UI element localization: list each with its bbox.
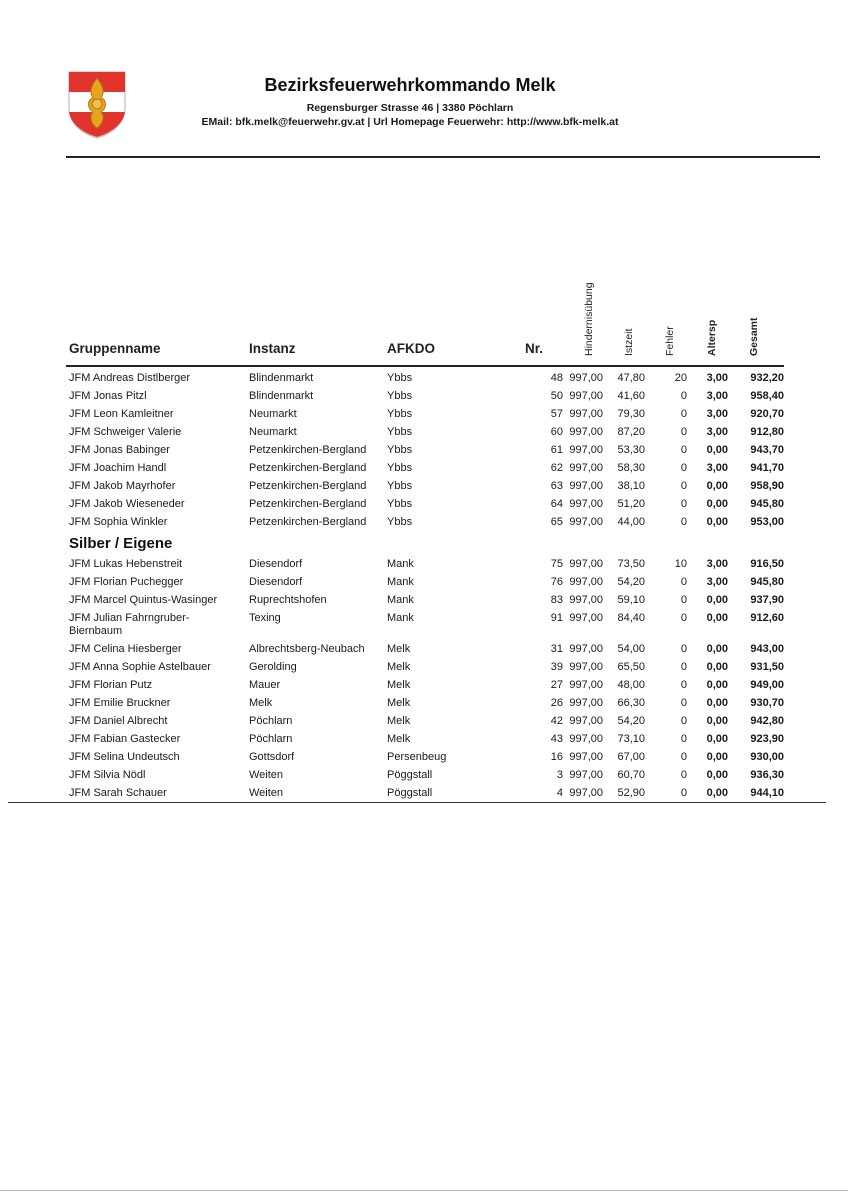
table-row — [0, 388, 848, 406]
cell-instanz: Gerolding — [249, 661, 297, 673]
organization-address: Regensburger Strasse 46 | 3380 Pöchlarn — [306, 102, 514, 114]
cell-afkdo: Mank — [387, 594, 414, 606]
cell-altersp: 0,00 — [706, 661, 728, 673]
cell-instanz: Blindenmarkt — [249, 390, 314, 402]
cell-instanz: Petzenkirchen-Bergland — [249, 462, 367, 474]
cell-instanz: Pöchlarn — [249, 715, 293, 727]
cell-fehler: 0 — [680, 733, 687, 745]
table-row — [0, 514, 848, 532]
organization-contact: EMail: bfk.melk@feuerwehr.gv.at | Url Homepage Feuerwehr: http://www.bfk-melk.at — [201, 116, 619, 128]
cell-altersp: 3,00 — [706, 558, 728, 570]
cell-instanz: Diesendorf — [249, 576, 303, 588]
cell-fehler: 0 — [680, 769, 687, 781]
cell-istzeit: 59,10 — [617, 594, 645, 606]
cell-fehler: 0 — [680, 498, 687, 510]
cell-nr: 4 — [556, 787, 563, 799]
cell-fehler: 0 — [680, 390, 687, 402]
cell-fehler: 0 — [680, 643, 687, 655]
cell-hindernis: 997,00 — [569, 594, 603, 606]
cell-gesamt: 932,20 — [750, 372, 784, 384]
cell-instanz: Petzenkirchen-Bergland — [249, 480, 367, 492]
cell-nr: 60 — [550, 426, 563, 438]
cell-name: JFM Jakob Mayrhofer — [69, 480, 176, 492]
cell-altersp: 0,00 — [706, 787, 728, 799]
cell-instanz: Diesendorf — [249, 558, 303, 570]
cell-nr: 39 — [550, 661, 563, 673]
cell-instanz: Ruprechtshofen — [249, 594, 327, 606]
column-header-altersp: Altersp — [706, 319, 718, 356]
cell-name: JFM Jonas Babinger — [69, 444, 170, 456]
cell-istzeit: 65,50 — [617, 661, 645, 673]
cell-nr: 3 — [556, 769, 563, 781]
cell-altersp: 0,00 — [706, 480, 728, 492]
cell-instanz: Melk — [249, 697, 273, 709]
table-row — [0, 424, 848, 442]
cell-gesamt: 949,00 — [750, 679, 784, 691]
cell-afkdo: Melk — [387, 733, 411, 745]
cell-afkdo: Melk — [387, 715, 411, 727]
cell-fehler: 0 — [680, 444, 687, 456]
table-row — [0, 370, 848, 388]
cell-afkdo: Melk — [387, 697, 411, 709]
table-bottom-divider — [8, 802, 826, 803]
cell-gesamt: 912,80 — [750, 426, 784, 438]
cell-instanz: Weiten — [249, 769, 284, 781]
cell-altersp: 0,00 — [706, 733, 728, 745]
cell-altersp: 0,00 — [706, 612, 728, 624]
cell-gesamt: 958,90 — [750, 480, 784, 492]
cell-altersp: 0,00 — [706, 594, 728, 606]
cell-nr: 63 — [550, 480, 563, 492]
cell-gesamt: 920,70 — [750, 408, 784, 420]
cell-hindernis: 997,00 — [569, 697, 603, 709]
table-row — [0, 677, 848, 695]
cell-altersp: 0,00 — [706, 444, 728, 456]
cell-fehler: 0 — [680, 594, 687, 606]
cell-istzeit: 67,00 — [617, 751, 645, 763]
cell-istzeit: 73,10 — [617, 733, 645, 745]
cell-gesamt: 930,70 — [750, 697, 784, 709]
cell-hindernis: 997,00 — [569, 769, 603, 781]
table-row — [0, 785, 848, 803]
cell-fehler: 0 — [680, 426, 687, 438]
cell-istzeit: 84,40 — [617, 612, 645, 624]
table-row — [0, 478, 848, 496]
cell-istzeit: 66,30 — [617, 697, 645, 709]
cell-nr: 62 — [550, 462, 563, 474]
cell-istzeit: 48,00 — [617, 679, 645, 691]
cell-hindernis: 997,00 — [569, 480, 603, 492]
cell-hindernis: 997,00 — [569, 787, 603, 799]
table-row — [0, 574, 848, 592]
cell-nr: 16 — [550, 751, 563, 763]
cell-nr: 31 — [550, 643, 563, 655]
cell-fehler: 0 — [680, 612, 687, 624]
table-row — [0, 406, 848, 424]
cell-name: JFM Fabian Gastecker — [69, 733, 181, 745]
cell-name: JFM Andreas Distlberger — [69, 372, 191, 384]
section-title: Silber / Eigene — [69, 535, 173, 552]
cell-instanz: Pöchlarn — [249, 733, 293, 745]
cell-altersp: 0,00 — [706, 751, 728, 763]
cell-nr: 61 — [550, 444, 563, 456]
table-row — [0, 442, 848, 460]
cell-altersp: 0,00 — [706, 643, 728, 655]
cell-afkdo: Pöggstall — [387, 787, 433, 799]
column-header-instanz: Instanz — [249, 341, 296, 356]
table-row — [0, 641, 848, 659]
cell-istzeit: 51,20 — [617, 498, 645, 510]
cell-instanz: Mauer — [249, 679, 281, 691]
column-header-afkdo: AFKDO — [387, 341, 435, 356]
cell-fehler: 10 — [674, 558, 687, 570]
cell-afkdo: Pöggstall — [387, 769, 433, 781]
cell-nr: 76 — [550, 576, 563, 588]
cell-instanz: Petzenkirchen-Bergland — [249, 498, 367, 510]
cell-hindernis: 997,00 — [569, 733, 603, 745]
cell-afkdo: Persenbeug — [387, 751, 447, 763]
page-footer-line — [0, 1190, 848, 1191]
cell-altersp: 3,00 — [706, 576, 728, 588]
cell-hindernis: 997,00 — [569, 643, 603, 655]
cell-hindernis: 997,00 — [569, 462, 603, 474]
cell-fehler: 20 — [674, 372, 687, 384]
cell-name: JFM Anna Sophie Astelbauer — [69, 661, 211, 673]
cell-name: JFM Jonas Pitzl — [69, 390, 147, 402]
cell-instanz: Blindenmarkt — [249, 372, 314, 384]
table-row — [0, 556, 848, 574]
cell-afkdo: Ybbs — [387, 408, 413, 420]
header-divider — [66, 156, 820, 158]
cell-nr: 27 — [550, 679, 563, 691]
column-header-nr: Nr. — [525, 341, 544, 356]
cell-gesamt: 916,50 — [750, 558, 784, 570]
cell-istzeit: 79,30 — [617, 408, 645, 420]
cell-fehler: 0 — [680, 576, 687, 588]
cell-name: JFM Sarah Schauer — [69, 787, 167, 799]
cell-afkdo: Ybbs — [387, 498, 413, 510]
cell-fehler: 0 — [680, 715, 687, 727]
cell-afkdo: Mank — [387, 558, 414, 570]
cell-instanz: Albrechtsberg-Neubach — [249, 643, 365, 655]
cell-gesamt: 941,70 — [750, 462, 784, 474]
cell-gesamt: 945,80 — [750, 498, 784, 510]
cell-altersp: 0,00 — [706, 498, 728, 510]
cell-istzeit: 54,20 — [617, 715, 645, 727]
cell-nr: 57 — [550, 408, 563, 420]
cell-nr: 91 — [550, 612, 563, 624]
cell-name: JFM Joachim Handl — [69, 462, 167, 474]
cell-altersp: 0,00 — [706, 697, 728, 709]
cell-hindernis: 997,00 — [569, 426, 603, 438]
cell-istzeit: 54,20 — [617, 576, 645, 588]
column-header-istzeit: Istzeit — [623, 328, 635, 356]
table-row — [0, 659, 848, 677]
cell-instanz: Texing — [249, 612, 281, 624]
cell-altersp: 3,00 — [706, 390, 728, 402]
cell-gesamt: 953,00 — [750, 516, 784, 528]
cell-nr: 65 — [550, 516, 563, 528]
cell-hindernis: 997,00 — [569, 408, 603, 420]
cell-istzeit: 53,30 — [617, 444, 645, 456]
cell-name: JFM Florian Puchegger — [69, 576, 184, 588]
cell-afkdo: Mank — [387, 612, 414, 624]
cell-name: JFM Marcel Quintus-Wasinger — [69, 594, 218, 606]
cell-gesamt: 958,40 — [750, 390, 784, 402]
cell-hindernis: 997,00 — [569, 576, 603, 588]
cell-name: JFM Emilie Bruckner — [69, 697, 171, 709]
cell-nr: 43 — [550, 733, 563, 745]
cell-gesamt: 944,10 — [750, 787, 784, 799]
table-row — [0, 767, 848, 785]
cell-name: JFM Lukas Hebenstreit — [69, 558, 183, 570]
column-header-gesamt: Gesamt — [748, 317, 760, 356]
cell-altersp: 3,00 — [706, 372, 728, 384]
table-row — [0, 496, 848, 514]
cell-name: JFM Silvia Nödl — [69, 769, 146, 781]
cell-gesamt: 931,50 — [750, 661, 784, 673]
cell-afkdo: Melk — [387, 679, 411, 691]
cell-name: JFM Selina Undeutsch — [69, 751, 180, 763]
cell-hindernis: 997,00 — [569, 558, 603, 570]
cell-gesamt: 942,80 — [750, 715, 784, 727]
cell-hindernis: 997,00 — [569, 444, 603, 456]
cell-afkdo: Ybbs — [387, 462, 413, 474]
cell-afkdo: Ybbs — [387, 480, 413, 492]
cell-fehler: 0 — [680, 408, 687, 420]
cell-gesamt: 937,90 — [750, 594, 784, 606]
table-row — [0, 731, 848, 749]
cell-afkdo: Melk — [387, 643, 411, 655]
cell-altersp: 0,00 — [706, 715, 728, 727]
cell-name: JFM Julian Fahrngruber-Biernbaum — [69, 612, 190, 637]
cell-hindernis: 997,00 — [569, 612, 603, 624]
cell-name: JFM Schweiger Valerie — [69, 426, 182, 438]
cell-fehler: 0 — [680, 679, 687, 691]
table-row — [0, 460, 848, 478]
cell-nr: 50 — [550, 390, 563, 402]
cell-name: JFM Florian Putz — [69, 679, 153, 691]
cell-afkdo: Ybbs — [387, 390, 413, 402]
cell-hindernis: 997,00 — [569, 516, 603, 528]
cell-nr: 64 — [550, 498, 563, 510]
cell-nr: 48 — [550, 372, 563, 384]
cell-instanz: Neumarkt — [249, 408, 297, 420]
cell-name: JFM Daniel Albrecht — [69, 715, 168, 727]
cell-istzeit: 58,30 — [617, 462, 645, 474]
cell-nr: 75 — [550, 558, 563, 570]
column-header-hindernis: Hindernisübung — [583, 282, 595, 356]
cell-afkdo: Ybbs — [387, 516, 413, 528]
cell-hindernis: 997,00 — [569, 679, 603, 691]
cell-name: JFM Jakob Wieseneder — [69, 498, 185, 510]
cell-istzeit: 54,00 — [617, 643, 645, 655]
cell-fehler: 0 — [680, 751, 687, 763]
cell-instanz: Neumarkt — [249, 426, 297, 438]
cell-altersp: 3,00 — [706, 462, 728, 474]
cell-fehler: 0 — [680, 787, 687, 799]
cell-gesamt: 912,60 — [750, 612, 784, 624]
cell-altersp: 0,00 — [706, 516, 728, 528]
fire-brigade-emblem-icon — [67, 70, 127, 140]
cell-instanz: Gottsdorf — [249, 751, 295, 763]
cell-gesamt: 945,80 — [750, 576, 784, 588]
cell-name: JFM Leon Kamleitner — [69, 408, 174, 420]
cell-istzeit: 44,00 — [617, 516, 645, 528]
cell-fehler: 0 — [680, 480, 687, 492]
cell-afkdo: Melk — [387, 661, 411, 673]
cell-fehler: 0 — [680, 462, 687, 474]
cell-gesamt: 943,70 — [750, 444, 784, 456]
cell-hindernis: 997,00 — [569, 751, 603, 763]
cell-istzeit: 87,20 — [617, 426, 645, 438]
cell-hindernis: 997,00 — [569, 498, 603, 510]
cell-instanz: Petzenkirchen-Bergland — [249, 516, 367, 528]
cell-fehler: 0 — [680, 661, 687, 673]
cell-gesamt: 923,90 — [750, 733, 784, 745]
cell-altersp: 0,00 — [706, 679, 728, 691]
table-row — [0, 749, 848, 767]
cell-instanz: Weiten — [249, 787, 284, 799]
cell-afkdo: Ybbs — [387, 426, 413, 438]
cell-istzeit: 52,90 — [617, 787, 645, 799]
cell-istzeit: 60,70 — [617, 769, 645, 781]
cell-instanz: Petzenkirchen-Bergland — [249, 444, 367, 456]
cell-istzeit: 41,60 — [617, 390, 645, 402]
cell-hindernis: 997,00 — [569, 661, 603, 673]
cell-fehler: 0 — [680, 697, 687, 709]
cell-nr: 42 — [550, 715, 563, 727]
cell-fehler: 0 — [680, 516, 687, 528]
table-row — [0, 713, 848, 731]
cell-altersp: 3,00 — [706, 426, 728, 438]
table-row — [0, 695, 848, 713]
cell-nr: 83 — [550, 594, 563, 606]
cell-name: JFM Celina Hiesberger — [69, 643, 182, 655]
cell-istzeit: 38,10 — [617, 480, 645, 492]
cell-afkdo: Ybbs — [387, 444, 413, 456]
cell-hindernis: 997,00 — [569, 390, 603, 402]
organization-title: Bezirksfeuerwehrkommando Melk — [264, 75, 556, 95]
cell-afkdo: Ybbs — [387, 372, 413, 384]
table-header-divider — [66, 365, 784, 367]
column-header-name: Gruppenname — [69, 341, 161, 356]
cell-hindernis: 997,00 — [569, 715, 603, 727]
cell-gesamt: 936,30 — [750, 769, 784, 781]
cell-altersp: 3,00 — [706, 408, 728, 420]
cell-istzeit: 73,50 — [617, 558, 645, 570]
table-row — [0, 610, 848, 641]
cell-afkdo: Mank — [387, 576, 414, 588]
table-row — [0, 592, 848, 610]
cell-gesamt: 930,00 — [750, 751, 784, 763]
cell-altersp: 0,00 — [706, 769, 728, 781]
cell-nr: 26 — [550, 697, 563, 709]
cell-hindernis: 997,00 — [569, 372, 603, 384]
column-header-fehler: Fehler — [664, 326, 676, 356]
cell-gesamt: 943,00 — [750, 643, 784, 655]
cell-name: JFM Sophia Winkler — [69, 516, 168, 528]
cell-istzeit: 47,80 — [617, 372, 645, 384]
